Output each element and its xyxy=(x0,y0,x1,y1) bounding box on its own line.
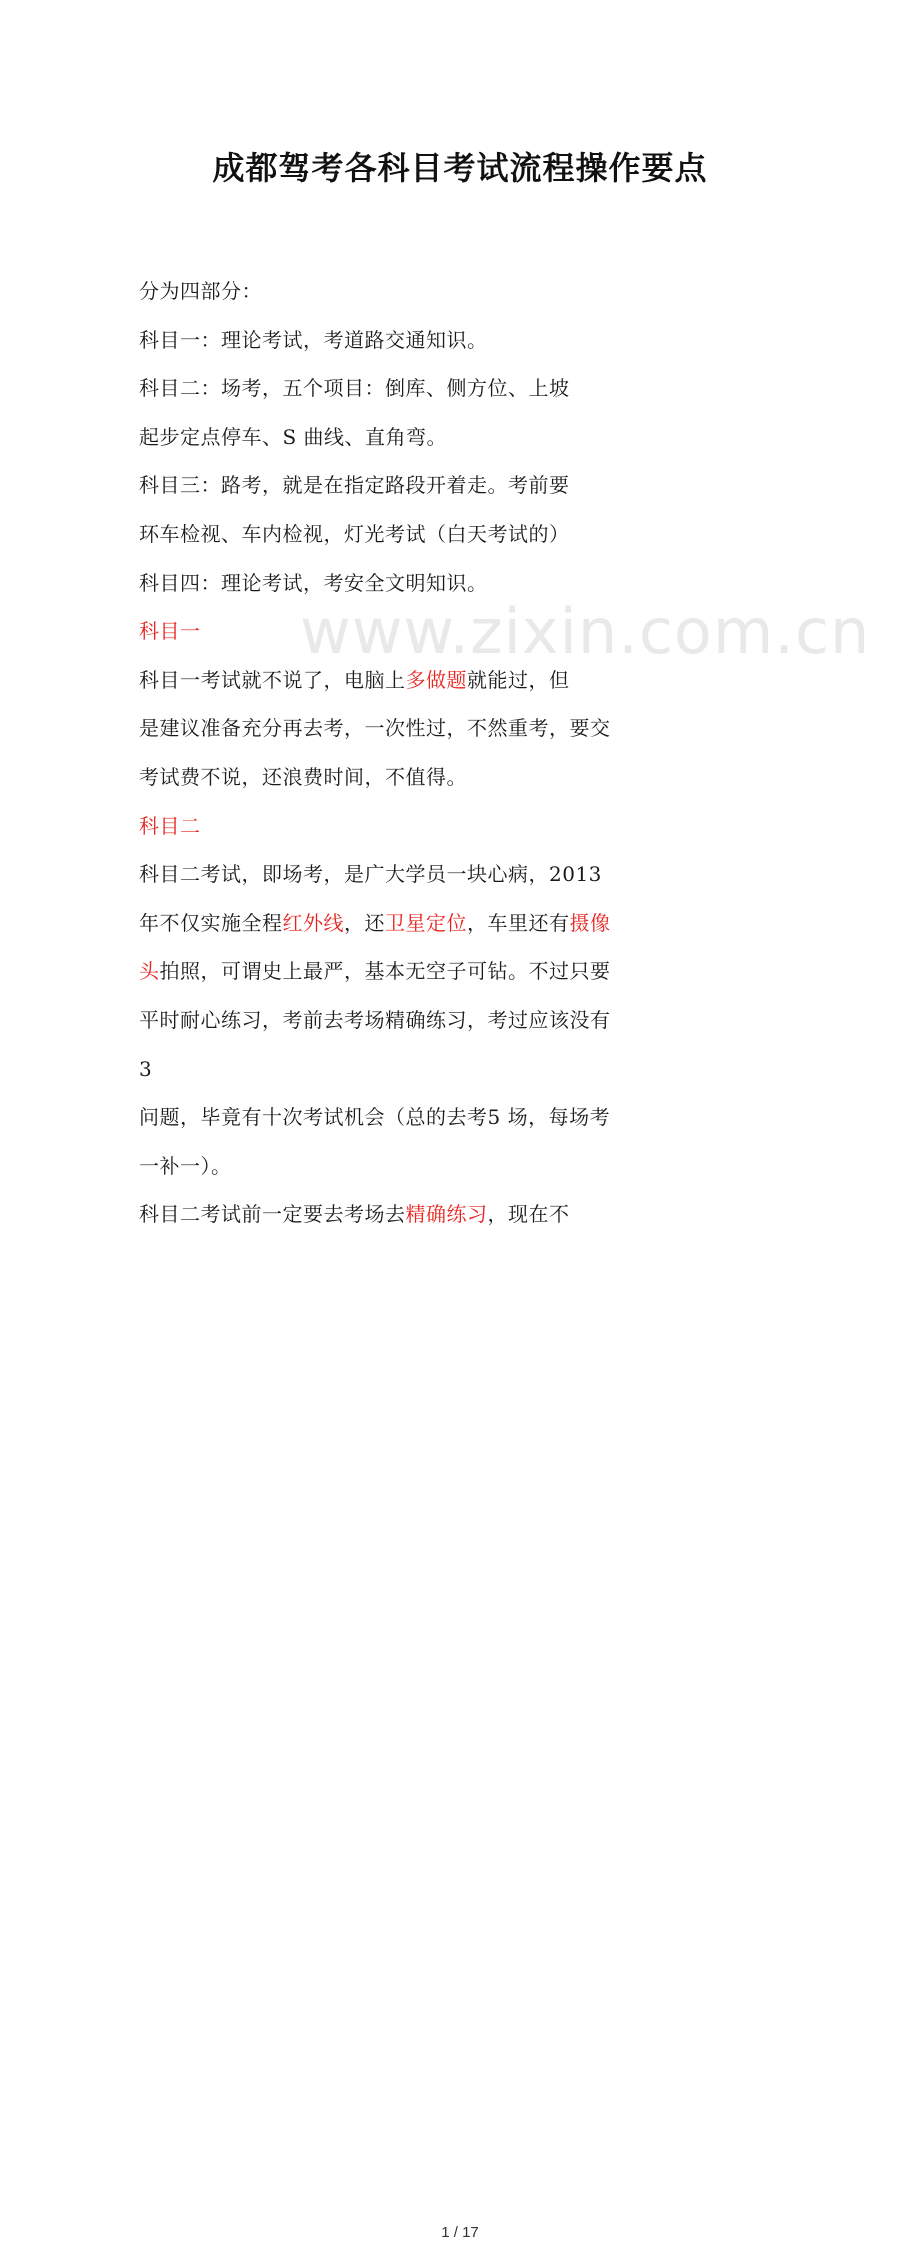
text-span: ，还 xyxy=(344,910,385,935)
text-line xyxy=(139,663,659,712)
text-span: ，现在不 xyxy=(487,1202,570,1227)
text-span: 科目二考试，即场考，是广大学员一块心病，2013 xyxy=(139,862,602,887)
text-span: 问题，毕竟有十次考试机会（总的去考5 场，每场考 xyxy=(139,1105,611,1130)
text-span: 是建议准备充分再去考，一次性过，不然重考，要交 xyxy=(139,716,611,741)
highlighted-text: 摄像 xyxy=(569,910,611,935)
text-line xyxy=(139,1003,659,1052)
page-number: 1 / 17 xyxy=(441,2223,479,2241)
text-span: 科目一考试就不说了，电脑上 xyxy=(139,667,406,692)
text-span: 科目二：场考，五个项目：倒库、侧方位、上坡 xyxy=(139,376,570,401)
text-line xyxy=(139,760,659,809)
text-line xyxy=(139,809,659,858)
text-line xyxy=(139,954,659,1003)
text-span: 平时耐心练习，考前去考场精确练习，考过应该没有 xyxy=(139,1007,611,1032)
text-span: 3 xyxy=(139,1056,153,1081)
text-line xyxy=(139,323,659,372)
text-span: ，车里还有 xyxy=(467,910,570,935)
text-span: 年不仅实施全程 xyxy=(139,910,283,935)
text-span: 一补一）。 xyxy=(139,1153,232,1178)
highlighted-text: 多做题 xyxy=(405,667,467,692)
text-line xyxy=(139,468,659,517)
text-span: 就能过，但 xyxy=(467,667,570,692)
watermark-text: www.zixin.com.cn xyxy=(300,595,871,668)
text-span: 科目三：路考，就是在指定路段开着走。考前要 xyxy=(139,473,570,498)
text-line xyxy=(139,711,659,760)
text-span: 起步定点停车、S 曲线、直角弯。 xyxy=(139,424,448,449)
text-line xyxy=(139,517,659,566)
text-line xyxy=(139,274,659,323)
text-span: 科目二考试前一定要去考场去 xyxy=(139,1202,406,1227)
highlighted-text: 红外线 xyxy=(282,910,344,935)
text-span: 科目一：理论考试，考道路交通知识。 xyxy=(139,327,488,352)
document-body xyxy=(139,274,659,1246)
text-span: 环车检视、车内检视，灯光考试（白天考试的） xyxy=(139,521,570,546)
document-title: 成都驾考各科目考试流程操作要点 xyxy=(212,149,708,187)
text-line xyxy=(139,1197,659,1246)
highlighted-text: 科目二 xyxy=(139,813,201,838)
text-line xyxy=(139,1149,659,1198)
text-line xyxy=(139,566,659,615)
text-line xyxy=(139,1052,659,1101)
text-span: 科目四：理论考试，考安全文明知识。 xyxy=(139,570,488,595)
text-line xyxy=(139,371,659,420)
text-line xyxy=(139,857,659,906)
text-span: 拍照，可谓史上最严，基本无空子可钻。不过只要 xyxy=(159,959,611,984)
text-line xyxy=(139,614,659,663)
text-span: 考试费不说，还浪费时间，不值得。 xyxy=(139,764,467,789)
text-line xyxy=(139,420,659,469)
highlighted-text: 卫星定位 xyxy=(385,910,467,935)
highlighted-text: 科目一 xyxy=(139,619,201,644)
text-line xyxy=(139,906,659,955)
text-line xyxy=(139,1100,659,1149)
highlighted-text: 精确练习 xyxy=(405,1202,488,1227)
text-span: 分为四部分： xyxy=(139,279,262,303)
highlighted-text: 头 xyxy=(139,959,160,984)
